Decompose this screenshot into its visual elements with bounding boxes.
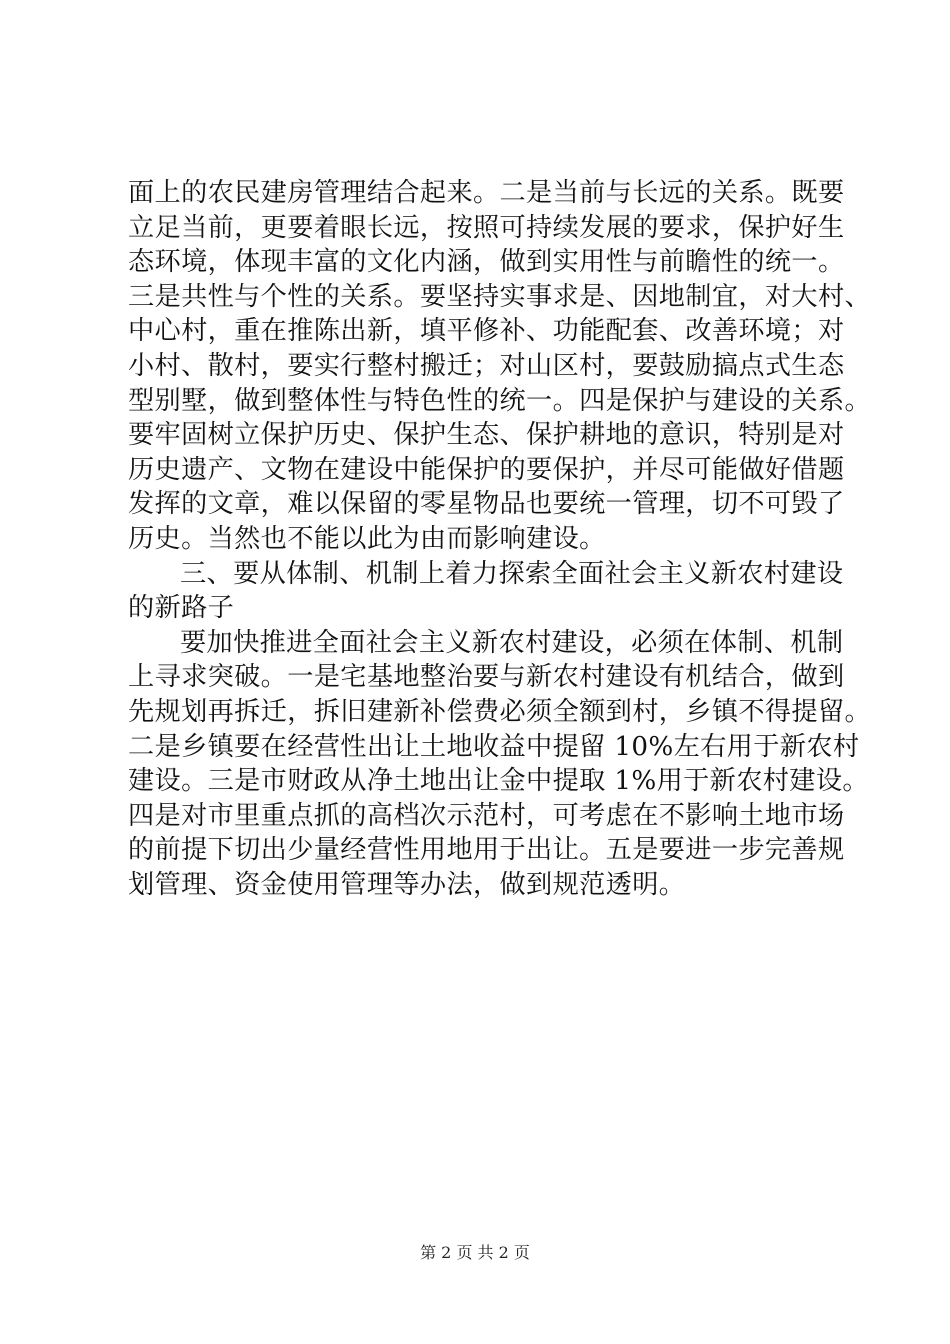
paragraph-line: 二是乡镇要在经营性出让土地收益中提留 10%左右用于新农村 xyxy=(128,731,860,762)
paragraph-line: 的前提下切出少量经营性用地用于出让。五是要进一步完善规 xyxy=(128,835,845,866)
paragraph-line: 要牢固树立保护历史、保护生态、保护耕地的意识，特别是对 xyxy=(128,420,845,451)
paragraph-line: 上寻求突破。一是宅基地整治要与新农村建设有机结合，做到 xyxy=(128,662,845,693)
paragraph-line: 小村、散村，要实行整村搬迁；对山区村，要鼓励搞点式生态 xyxy=(128,350,845,381)
paragraph-line: 历史遗产、文物在建设中能保护的要保护，并尽可能做好借题 xyxy=(128,454,845,485)
paragraph-line: 型别墅，做到整体性与特色性的统一。四是保护与建设的关系。 xyxy=(128,385,872,416)
paragraph-line: 面上的农民建房管理结合起来。二是当前与长远的关系。既要 xyxy=(128,178,845,208)
paragraph-line: 历史。当然也不能以此为由而影响建设。 xyxy=(128,523,606,554)
paragraph-line: 建设。三是市财政从净土地出让金中提取 1%用于新农村建设。 xyxy=(128,766,869,797)
paragraph-line: 划管理、资金使用管理等办法，做到规范透明。 xyxy=(128,869,686,900)
section-heading-continuation: 的新路子 xyxy=(128,593,235,624)
document-body xyxy=(128,176,872,902)
paragraph-line: 立足当前，更要着眼长远，按照可持续发展的要求，保护好生 xyxy=(128,212,845,243)
paragraph-line: 发挥的文章，难以保留的零星物品也要统一管理，切不可毁了 xyxy=(128,489,845,520)
paragraph-line: 四是对市里重点抓的高档次示范村，可考虑在不影响土地市场 xyxy=(128,800,845,831)
page-number-footer: 第 2 页 共 2 页 xyxy=(420,1243,530,1262)
paragraph-line: 要加快推进全面社会主义新农村建设，必须在体制、机制 xyxy=(180,627,844,658)
paragraph-line: 态环境，体现丰富的文化内涵，做到实用性与前瞻性的统一。 xyxy=(128,247,845,278)
paragraph-line: 中心村，重在推陈出新，填平修补、功能配套、改善环境；对 xyxy=(128,316,845,347)
section-heading: 三、要从体制、机制上着力探索全面社会主义新农村建设 xyxy=(180,558,844,589)
paragraph-line: 三是共性与个性的关系。要坚持实事求是、因地制宜，对大村、 xyxy=(128,281,872,312)
paragraph-line: 先规划再拆迁，拆旧建新补偿费必须全额到村，乡镇不得提留。 xyxy=(128,696,872,727)
